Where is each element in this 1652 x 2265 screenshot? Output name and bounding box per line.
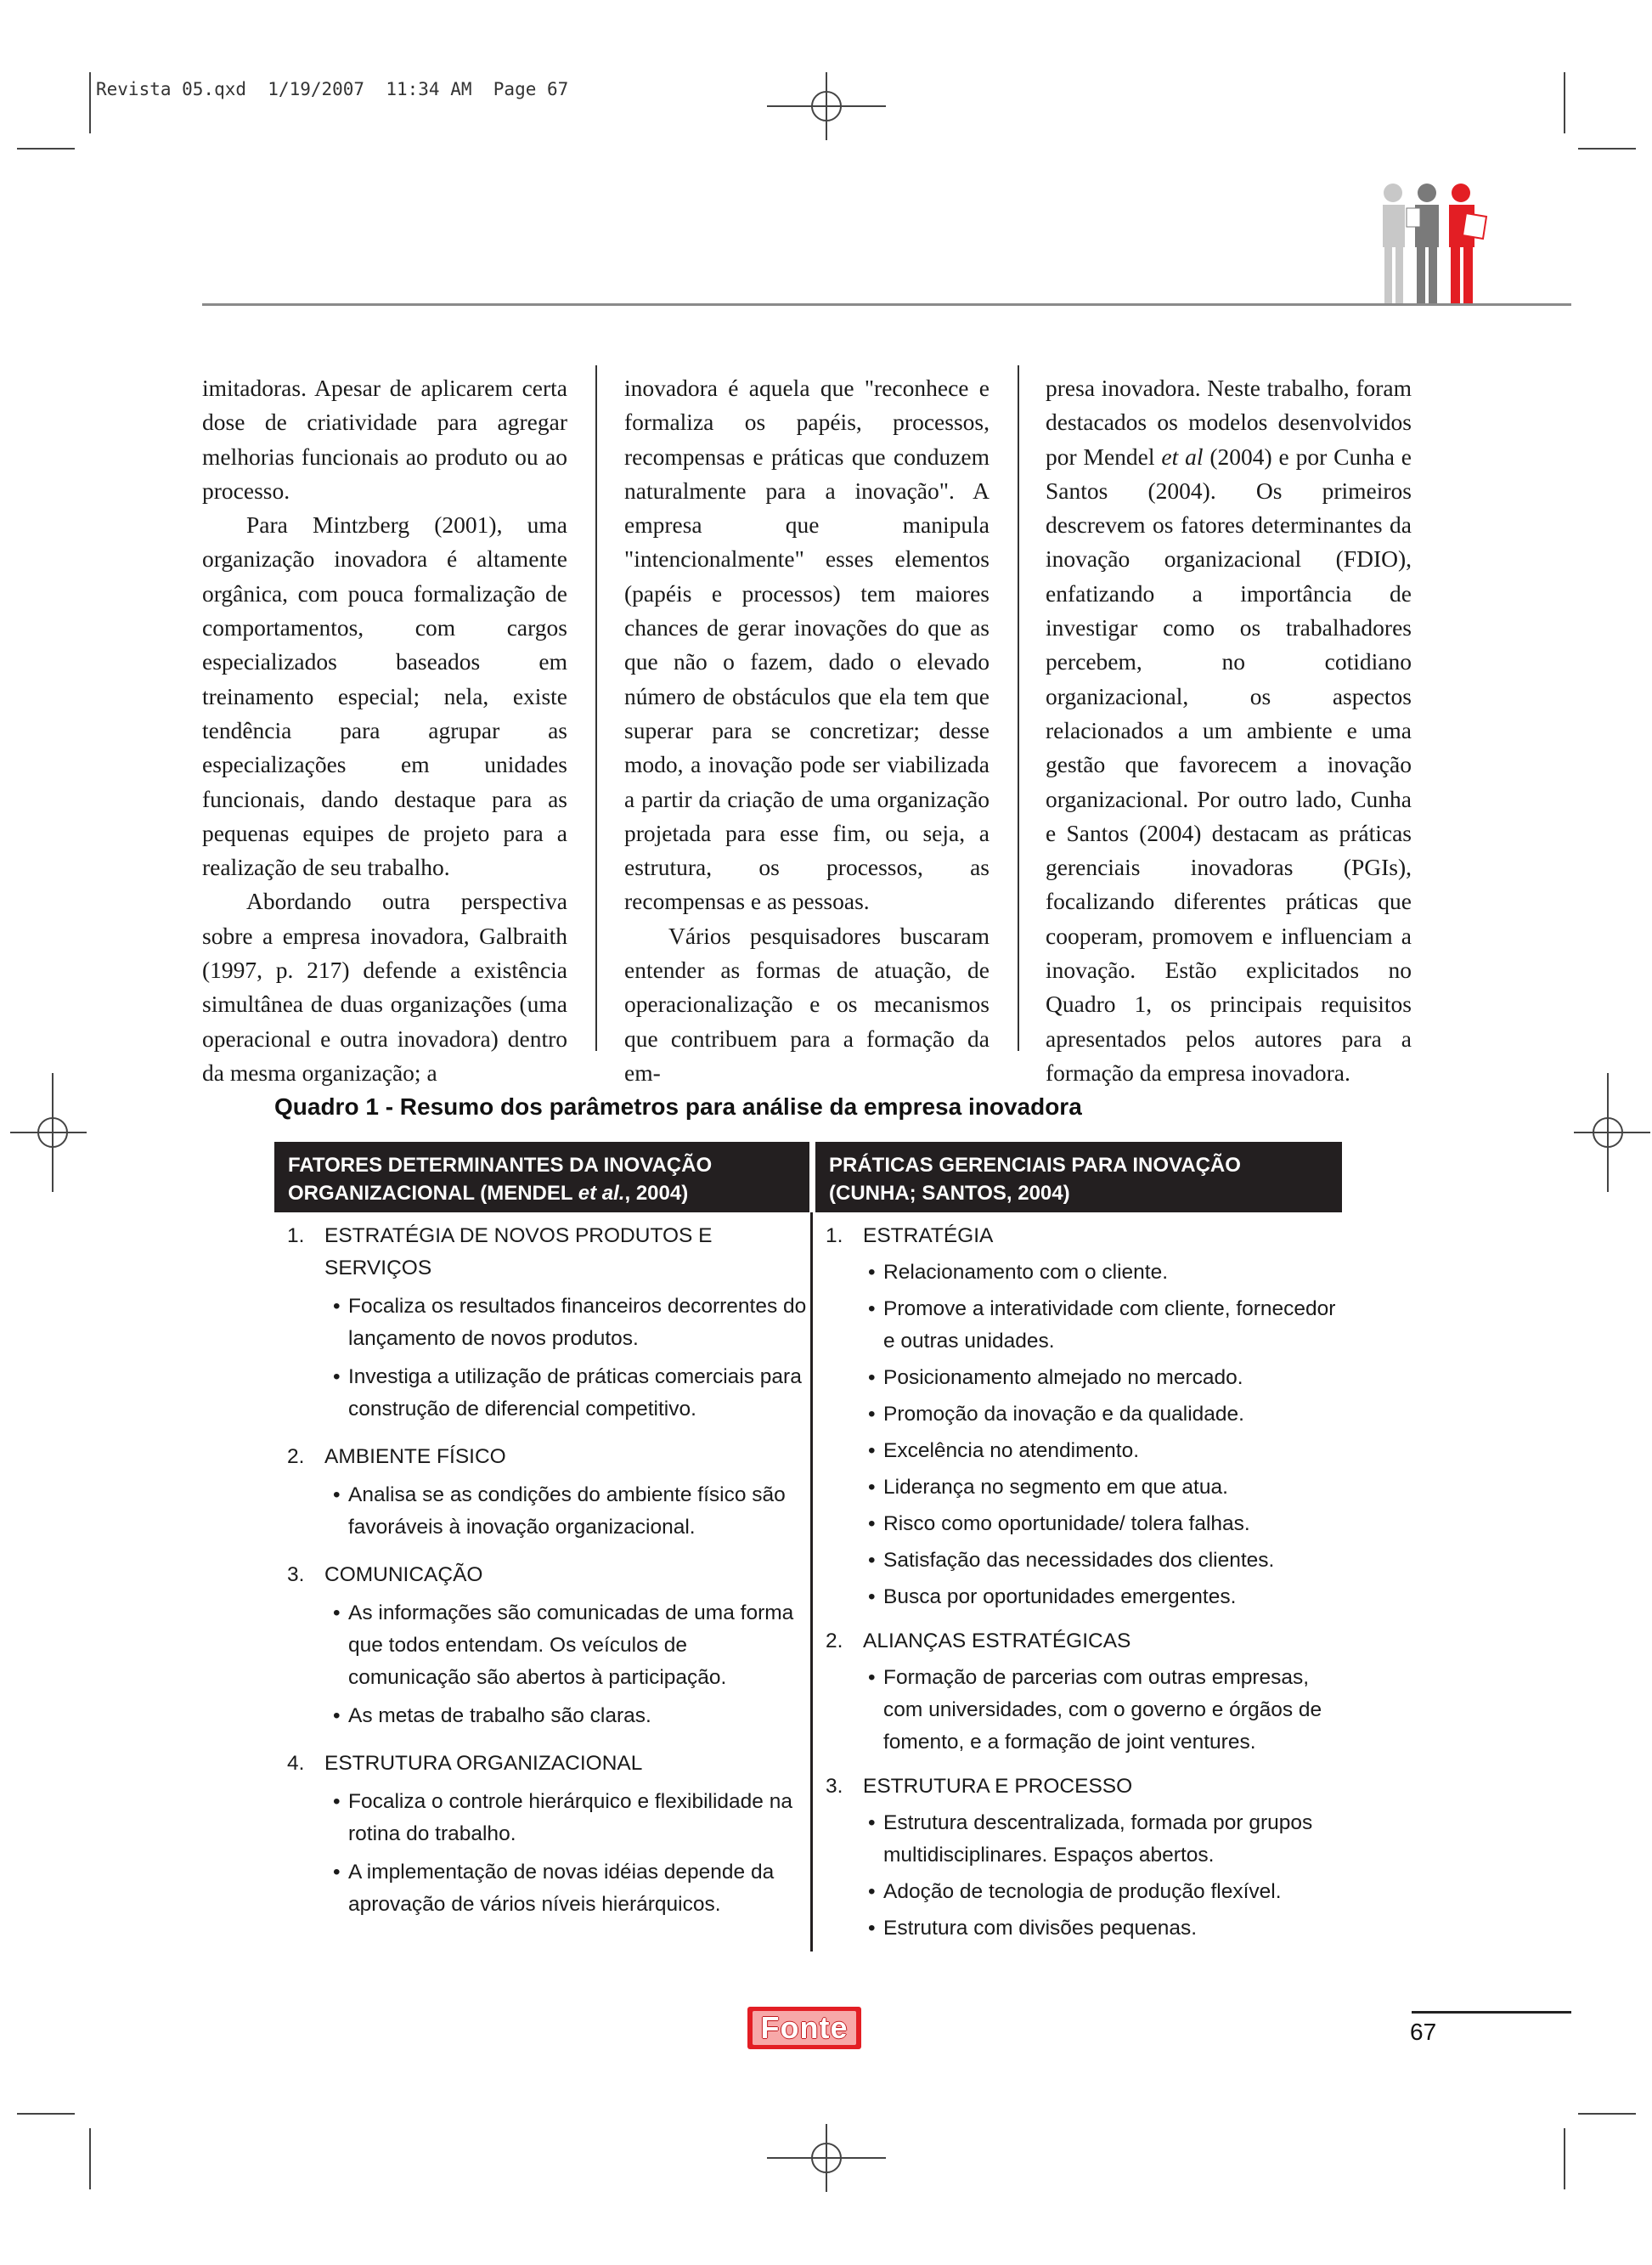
list-item: • Busca por oportunidades emergentes. bbox=[868, 1585, 1237, 1608]
logo-text: Fonte bbox=[760, 2010, 849, 2045]
crop-mark bbox=[1578, 2113, 1636, 2115]
list-item: • As metas de trabalho são claras. bbox=[333, 1704, 651, 1727]
body-column-2 bbox=[624, 371, 990, 1090]
crop-mark bbox=[1564, 2128, 1565, 2189]
table-column-left bbox=[280, 1220, 809, 1921]
list-item: • Promove a interatividade com cliente, fornecedor e outras unidades. bbox=[868, 1297, 1336, 1353]
table-section-heading: 1. ESTRATÉGIA bbox=[826, 1224, 994, 1247]
header-rule bbox=[202, 303, 1571, 306]
registration-mark-left bbox=[0, 1073, 112, 1192]
crop-mark bbox=[17, 2113, 75, 2115]
fonte-logo bbox=[747, 2007, 861, 2049]
table-section-heading: 1. ESTRATÉGIA DE NOVOS PRODUTOS E SERVIÇOS bbox=[287, 1224, 713, 1279]
crop-mark bbox=[1564, 72, 1565, 133]
table-section-heading: 2. AMBIENTE FÍSICO bbox=[287, 1445, 506, 1468]
list-item: • Posicionamento almejado no mercado. bbox=[868, 1366, 1243, 1389]
table-section-heading: 3. COMUNICAÇÃO bbox=[287, 1563, 483, 1586]
paragraph: Para Mintzberg (2001), uma organização inovadora é altamente orgânica, com pouca formalização de comportamentos, com cargos especializados baseados em treinamento especial; nela, existe tendência para agrupar as especializações em unidades funcionais, dando destaque para as pequenas equipes de projeto para a realização de seu trabalho. bbox=[202, 511, 567, 881]
list-item: • Estrutura com divisões pequenas. bbox=[868, 1917, 1198, 1940]
registration-mark-right bbox=[1548, 1073, 1652, 1192]
list-item: • Estrutura descentralizada, formada por grupos multidisciplinares. Espaços abertos. bbox=[868, 1811, 1313, 1867]
print-slug: Revista 05.qxd 1/19/2007 11:34 AM Page 67 bbox=[96, 79, 569, 99]
list-item: • Focaliza os resultados financeiros decorrentes do lançamento de novos produtos. bbox=[333, 1295, 807, 1350]
table-title: Quadro 1 - Resumo dos parâmetros para análise da empresa inovadora bbox=[274, 1093, 1082, 1120]
table-header-right: PRÁTICAS GERENCIAIS PARA INOVAÇÃO (CUNHA; SANTOS, 2004) bbox=[815, 1142, 1342, 1212]
list-item: • Investiga a utilização de práticas comerciais para construção de diferencial competitivo. bbox=[333, 1365, 802, 1421]
column-separator bbox=[1018, 365, 1019, 1051]
list-item: • Relacionamento com o cliente. bbox=[868, 1261, 1169, 1284]
crop-mark bbox=[1578, 148, 1636, 150]
list-item: • A implementação de novas idéias depende da aprovação de vários níveis hierárquicos. bbox=[333, 1861, 775, 1916]
table-column-right bbox=[820, 1220, 1345, 1945]
table-section-heading: 3. ESTRUTURA E PROCESSO bbox=[826, 1775, 1133, 1798]
paragraph: Vários pesquisadores buscaram entender as formas de atuação, de operacionalização e os mecanismos que contribuem para a formação da em- bbox=[624, 922, 990, 1086]
list-item: • Promoção da inovação e da qualidade. bbox=[868, 1403, 1244, 1426]
registration-mark-top bbox=[767, 47, 886, 166]
registration-mark-bottom bbox=[767, 2098, 886, 2217]
paragraph: inovadora é aquela que "reconhece e formaliza os papéis, processos, recompensas e práticas que conduzem naturalmente para a inovação". A empresa que manipula "intencionalmente" esses elementos (papéis e processos) tem maiores chances de gerar inovações do que as que não o fazem, dado o elevado número de obstáculos que ela tem que superar para se concretizar; desse modo, a inovação pode ser viabilizada a partir da criação de uma organização projetada para esse fim, ou seja, a estrutura, os processos, as recompensas e as pessoas. bbox=[624, 375, 990, 915]
page-number: 67 bbox=[1410, 2019, 1437, 2045]
list-item: • Risco como oportunidade/ tolera falhas. bbox=[868, 1512, 1250, 1535]
list-item: • Adoção de tecnologia de produção flexível. bbox=[868, 1880, 1282, 1903]
list-item: • Formação de parcerias com outras empresas, com universidades, com o governo e órgãos de fomento, e a formação de joint ventures. bbox=[868, 1666, 1322, 1754]
list-item: • As informações são comunicadas de uma forma que todos entendam. Os veículos de comunicação são abertos à participação. bbox=[333, 1601, 794, 1689]
paragraph: Abordando outra perspectiva sobre a empresa inovadora, Galbraith (1997, p. 217) defende a existência simultânea de duas organizações (uma operacional e outra inovadora) dentro da mesma organização; a bbox=[202, 888, 567, 1086]
list-item: • Satisfação das necessidades dos clientes. bbox=[868, 1549, 1275, 1572]
page-number-rule bbox=[1412, 2011, 1571, 2014]
column-separator bbox=[595, 365, 597, 1051]
paragraph: presa inovadora. Neste trabalho, foram destacados os modelos desenvolvidos por Mendel et al (2004) e por Cunha e Santos (2004). Os primeiros descrevem os fatores determinantes da inovação organizacional (FDIO), enfatizando a importância de investigar como os trabalhadores percebem, no cotidiano organizacional, os aspectos relacionados a um ambiente e uma gestão que favorecem a inovação organizacional. Por outro lado, Cunha e Santos (2004) destacam as práticas gerenciais inovadoras (PGIs), focalizando diferentes práticas que cooperam, promovem e influenciam a inovação. Estão explicitados no Quadro 1, os principais requisitos apresentados pelos autores para a formação da empresa inovadora. bbox=[1046, 375, 1412, 1086]
people-logo-icon bbox=[1374, 183, 1500, 305]
body-column-3 bbox=[1046, 371, 1412, 1090]
table-section-heading: 4. ESTRUTURA ORGANIZACIONAL bbox=[287, 1752, 643, 1775]
table-section-heading: 2. ALIANÇAS ESTRATÉGICAS bbox=[826, 1630, 1131, 1652]
list-item: • Analisa se as condições do ambiente físico são favoráveis à inovação organizacional. bbox=[333, 1483, 786, 1539]
crop-mark bbox=[89, 72, 91, 133]
body-column-1 bbox=[202, 371, 567, 1090]
list-item: • Liderança no segmento em que atua. bbox=[868, 1476, 1228, 1499]
list-item: • Focaliza o controle hierárquico e flexibilidade na rotina do trabalho. bbox=[333, 1790, 792, 1845]
list-item: • Excelência no atendimento. bbox=[868, 1439, 1139, 1462]
table-header-left: FATORES DETERMINANTES DA INOVAÇÃO ORGANIZACIONAL (MENDEL et al., 2004) bbox=[274, 1142, 809, 1212]
crop-mark bbox=[89, 2128, 91, 2189]
crop-mark bbox=[17, 148, 75, 150]
table-column-separator bbox=[810, 1212, 813, 1952]
paragraph: imitadoras. Apesar de aplicarem certa dose de criatividade para agregar melhorias funcionais ao produto ou ao processo. bbox=[202, 375, 567, 504]
